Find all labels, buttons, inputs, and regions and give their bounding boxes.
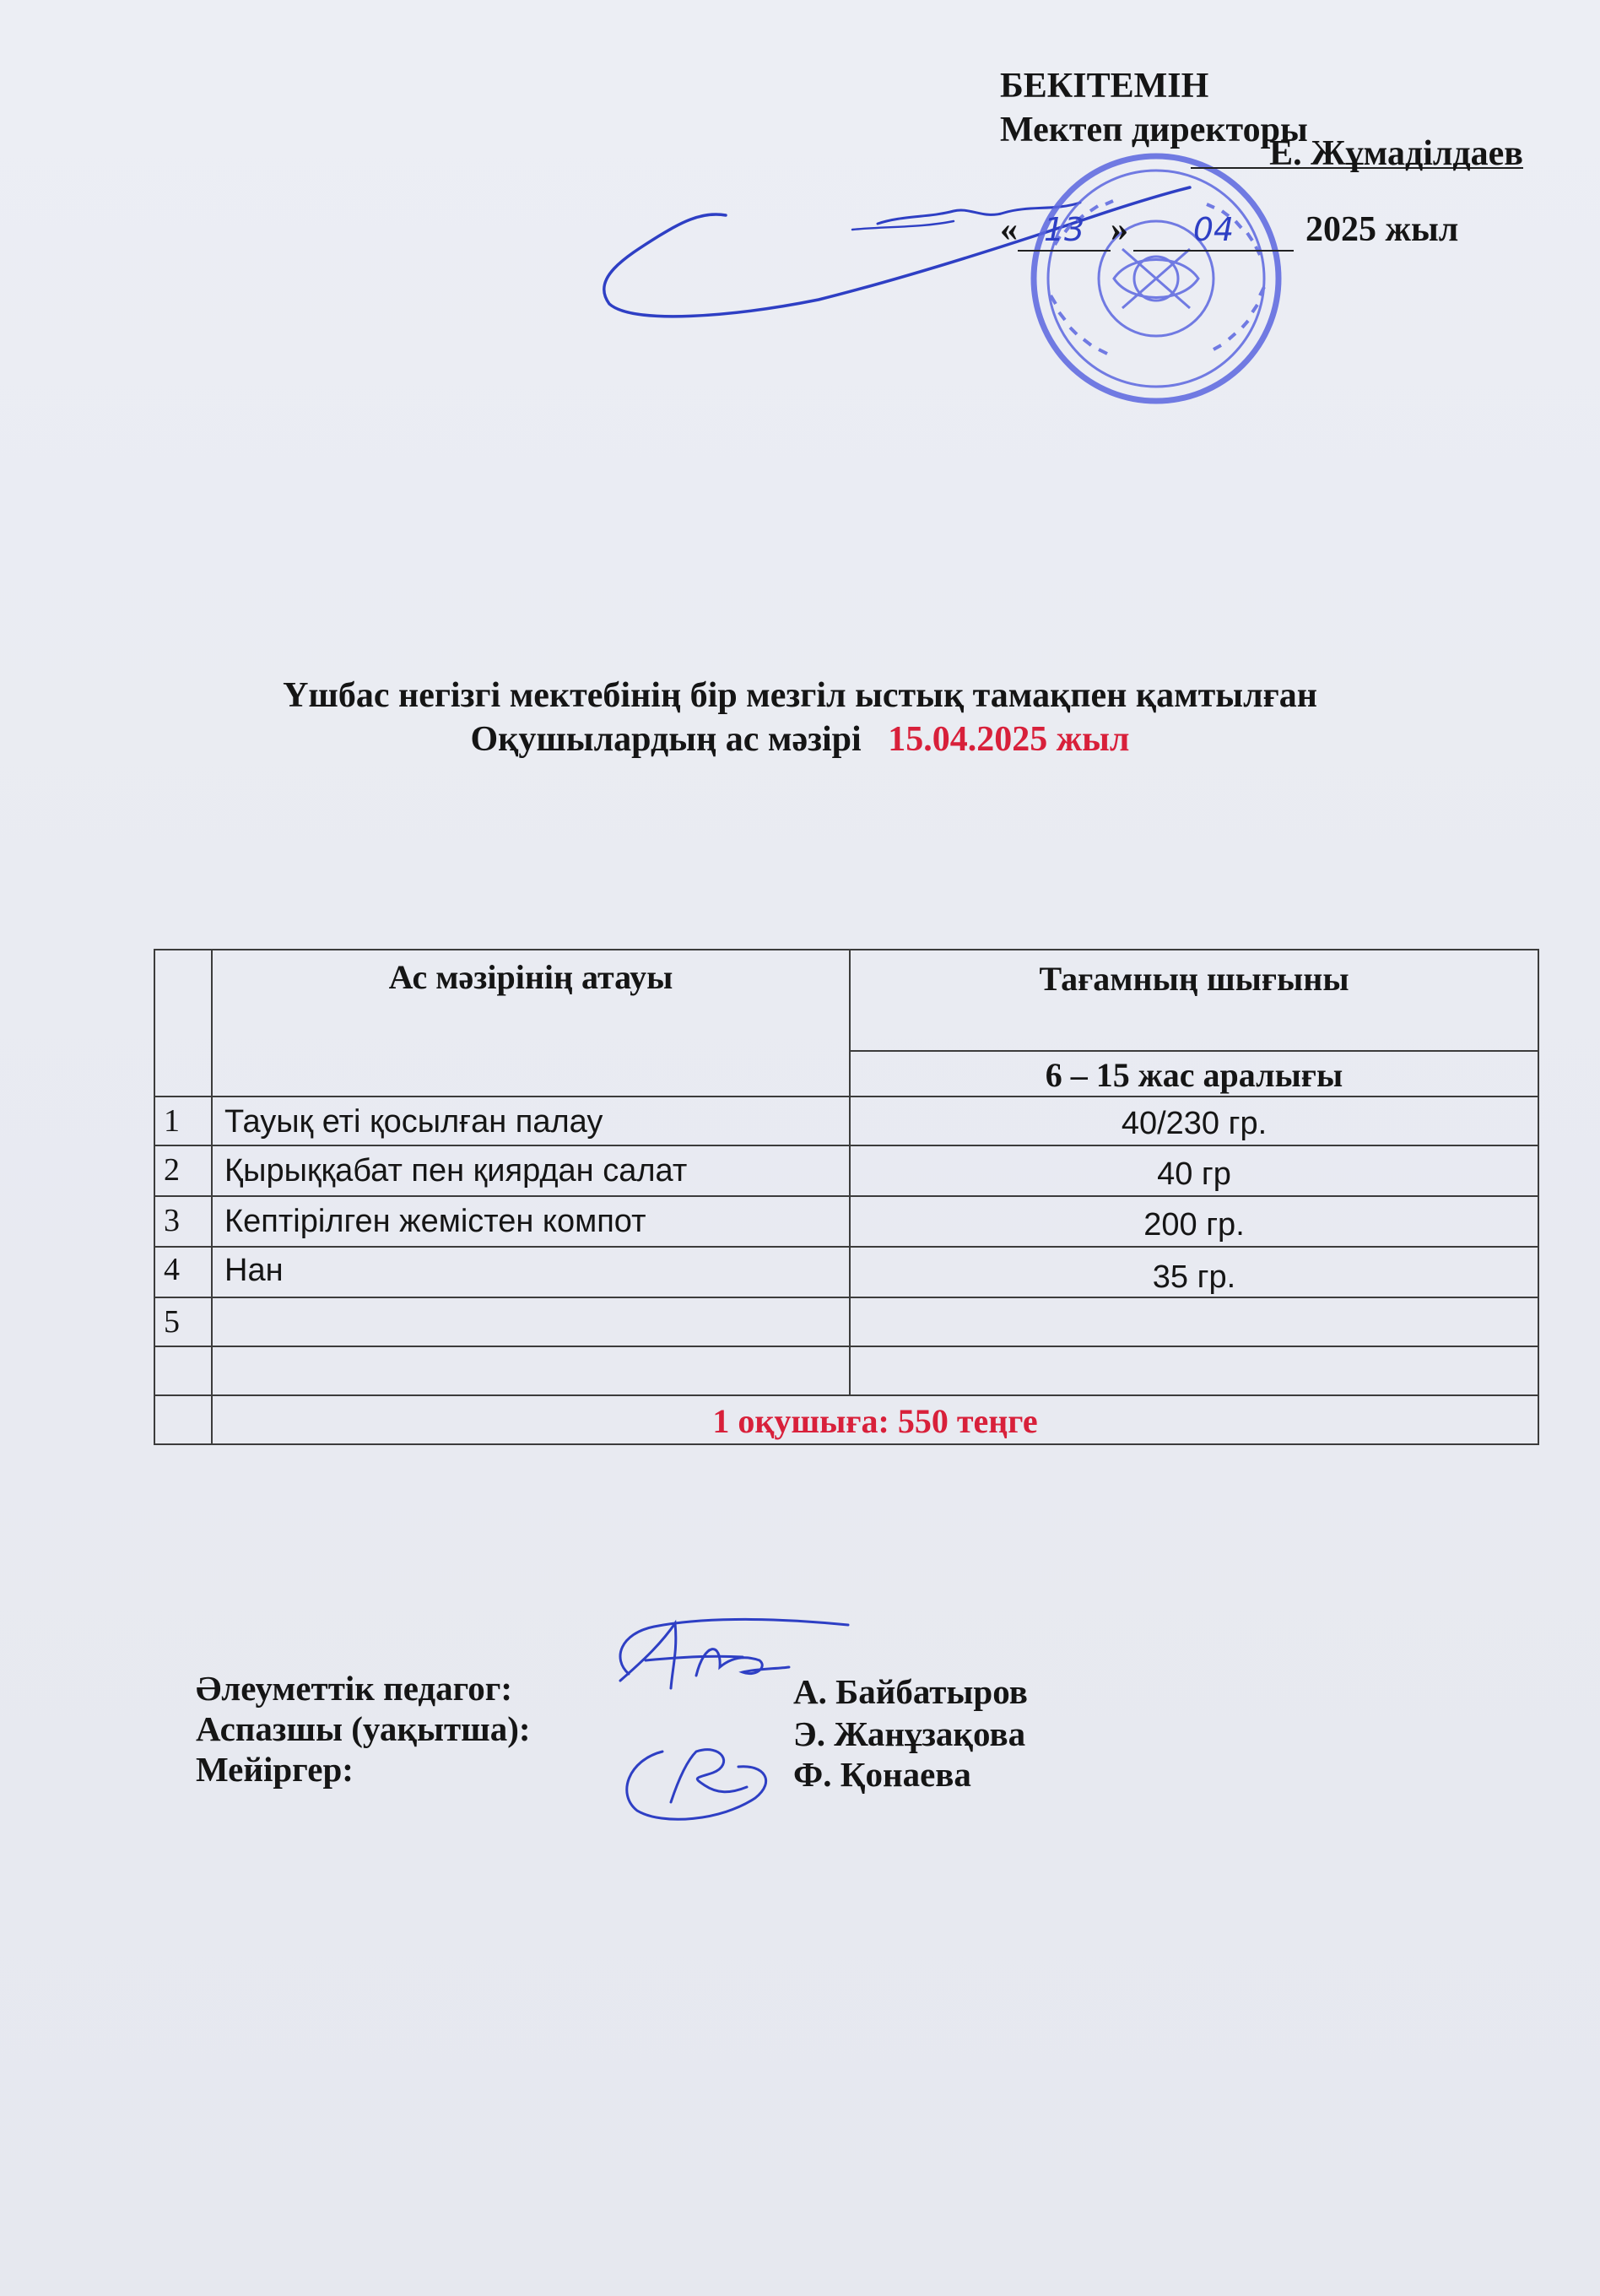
row-6-num-cell [154,1346,213,1396]
title-line-2 [0,718,1600,761]
total-price: 1 оқушыға: 550 теңге [712,1402,1038,1440]
header-name-cell [211,949,851,1097]
total-cell [211,1394,1539,1445]
header-consumption-cell [849,949,1539,1052]
row-6-amount-cell [849,1346,1539,1396]
header-age: 6 – 15 жас аралығы [1045,1056,1343,1094]
row-4-num: 4 [164,1252,180,1287]
approval-date [1000,209,1458,252]
school-stamp [996,152,1316,414]
row-4-name: Нан [224,1253,284,1288]
approval-position: Мектеп директоры [1000,111,1308,149]
approval-director-line [1191,134,1523,173]
row-3-amount: 200 гр. [1143,1207,1245,1243]
row-2-num: 2 [164,1152,180,1188]
signature-role-1: Әлеуметтік педагог: [196,1669,512,1708]
approval-director-name: Е. Жұмаділдаев [1269,134,1523,173]
row-3-num: 3 [164,1203,180,1238]
row-4-amount-cell [849,1246,1539,1298]
header-num-cell [154,949,213,1097]
row-5-name-cell [211,1297,851,1347]
header-age-cell [849,1050,1539,1097]
title-line-2-text: Оқушылардың ас мәзірі [470,720,862,759]
date-close-quote: » [1111,210,1128,249]
document-title [0,674,1600,761]
row-3-name-cell [211,1195,851,1248]
row-2-name-cell [211,1145,851,1197]
signature-name-3: Ф. Қонаева [793,1755,971,1794]
row-4-num-cell [154,1246,213,1298]
row-4-amount: 35 гр. [1152,1259,1236,1295]
menu-date: 15.04.2025 жыл [888,720,1130,759]
date-year: 2025 жыл [1305,210,1459,249]
row-1-name-cell [211,1096,851,1146]
row-2-name: Қырыққабат пен қиярдан салат [224,1153,688,1189]
date-open-quote: « [1000,210,1018,249]
signature-role-2: Аспазшы (уақытша): [196,1709,531,1748]
row-2-amount: 40 гр [1157,1156,1231,1192]
header-name: Ас мәзірінің атауы [388,958,673,996]
signature-name-1: А. Байбатыров [793,1672,1028,1711]
date-month: 04 [1133,209,1294,252]
signature-role-3: Мейіргер: [196,1750,354,1789]
title-line-1: Үшбас негізгі мектебінің бір мезгіл ыстық тамақпен қамтылған [283,676,1317,715]
header-consumption: Тағамның шығыны [1039,960,1349,998]
row-3-amount-cell [849,1195,1539,1248]
row-2-num-cell [154,1145,213,1197]
row-3-name: Кептірілген жемістен компот [224,1204,646,1239]
approval-heading: БЕКІТЕМІН [1000,67,1209,106]
row-3-num-cell [154,1195,213,1248]
row-1-name: Тауық еті қосылған палау [224,1104,603,1140]
row-1-amount: 40/230 гр. [1121,1106,1268,1141]
signature-name-2: Э. Жанұзақова [793,1714,1026,1753]
row-4-name-cell [211,1246,851,1298]
row-5-amount-cell [849,1297,1539,1347]
row-5-num: 5 [164,1304,180,1340]
row-1-num: 1 [164,1103,180,1139]
date-day: 13 [1018,209,1111,252]
row-2-amount-cell [849,1145,1539,1197]
row-5-num-cell [154,1297,213,1347]
row-1-amount-cell [849,1096,1539,1146]
row-6-name-cell [211,1346,851,1396]
signatures-block [196,1668,1124,1820]
menu-table [154,949,1539,1447]
total-num-cell [154,1394,213,1445]
row-1-num-cell [154,1096,213,1146]
